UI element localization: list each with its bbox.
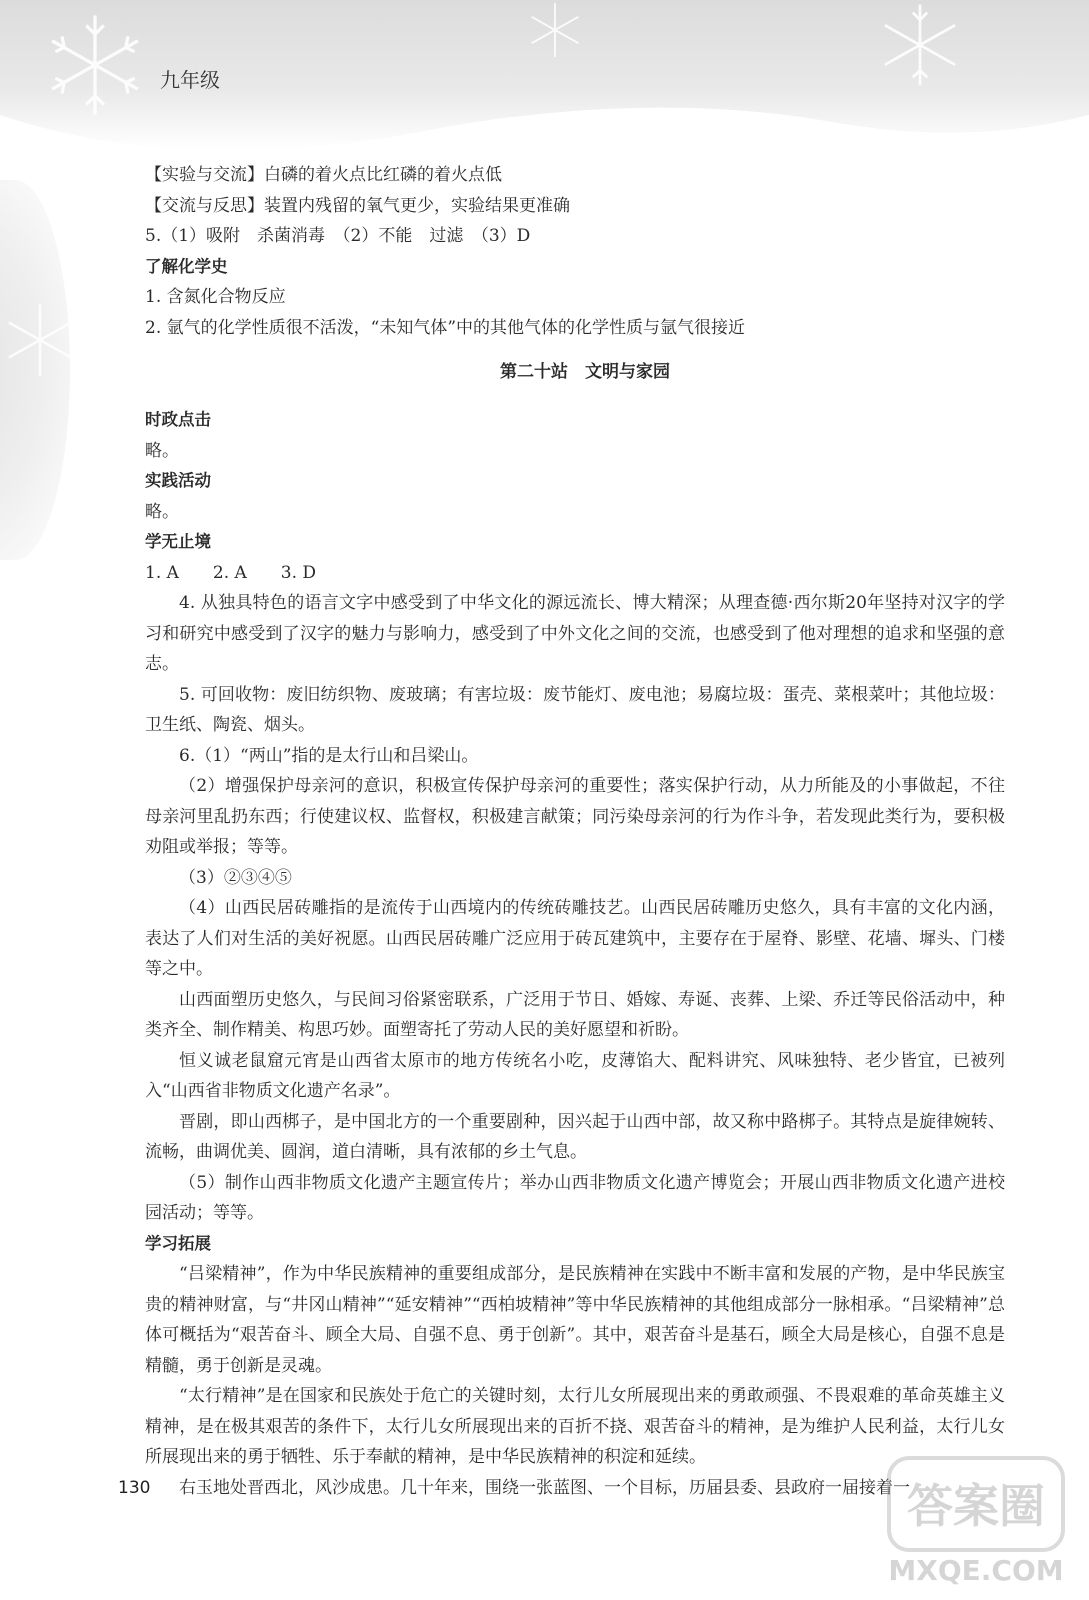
paragraph: （3）②③④⑤ <box>179 867 292 888</box>
answer-line: 1. A 2. A 3. D <box>145 562 317 583</box>
text-line: 5.（1）吸附 杀菌消毒 （2）不能 过滤 （3）D <box>145 226 531 246</box>
text-line: 【交流与反思】装置内残留的氧气更少，实验结果更准确 <box>145 195 570 216</box>
paragraph: 晋剧，即山西梆子，是中国北方的一个重要剧种，因兴起于山西中部，故又称中路梆子。其特点是旋律婉转、流畅，曲调优美、圆润，道白清晰，具有浓郁的乡土气息。 <box>145 1111 1005 1162</box>
page-content <box>145 160 1005 1503</box>
paragraph: 6.（1）“两山”指的是太行山和吕梁山。 <box>179 745 479 766</box>
section-heading: 时政点击 <box>145 410 211 429</box>
paragraph: （2）增强保护母亲河的意识，积极宣传保护母亲河的重要性；落实保护行动，从力所能及的小事做起，不往母亲河里乱扔东西；行使建议权、监督权，积极建言献策；同污染母亲河的行为作斗争，若发现此类行为，要积极劝阻或举报；等等。 <box>145 776 1005 857</box>
text-line: 2. 氩气的化学性质很不活泼，“未知气体”中的其他气体的化学性质与氩气很接近 <box>145 317 746 338</box>
text-line: 【实验与交流】白磷的着火点比红磷的着火点低 <box>145 165 502 185</box>
snowflake-icon <box>860 0 980 90</box>
paragraph: “太行精神”是在国家和民族处于危亡的关键时刻，太行儿女所展现出来的勇敢顽强、不畏艰难的革命英雄主义精神，是在极其艰苦的条件下，太行儿女所展现出来的百折不挠、艰苦奋斗的精神，是为维护人民利益，太行儿女所展现出来的勇于牺牲、乐于奉献的精神，是中华民族精神的积淀和延续。 <box>145 1386 1005 1467</box>
paragraph: （5）制作山西非物质文化遗产主题宣传片；举办山西非物质文化遗产博览会；开展山西非物质文化遗产进校园活动；等等。 <box>145 1172 1005 1223</box>
section-heading: 实践活动 <box>145 471 211 490</box>
section-heading: 学习拓展 <box>145 1233 211 1253</box>
paragraph: 恒义诚老鼠窟元宵是山西省太原市的地方传统名小吃，皮薄馅大、配料讲究、风味独特、老少皆宜，已被列入“山西省非物质文化遗产名录”。 <box>145 1050 1005 1101</box>
section-heading: 了解化学史 <box>145 256 228 276</box>
snowflake-icon <box>0 280 80 400</box>
paragraph: 山西面塑历史悠久，与民间习俗紧密联系，广泛用于节日、婚嫁、寿诞、丧葬、上梁、乔迁等民俗活动中，种类齐全、制作精美、构思巧妙。面塑寄托了劳动人民的美好愿望和祈盼。 <box>145 989 1005 1040</box>
chapter-title: 第二十站 文明与家园 <box>500 362 670 382</box>
paragraph: “吕梁精神”，作为中华民族精神的重要组成部分，是民族精神在实践中不断丰富和发展的产物，是中华民族宝贵的精神财富，与“井冈山精神”“延安精神”“西柏坡精神”等中华民族精神的其他组成部分一脉相承。“吕梁精神”总体可概括为“艰苦奋斗、顾全大局、自强不息、勇于创新”。其中，艰苦奋斗是基石，顾全大局是核心，自强不息是精髓，勇于创新是灵魂。 <box>145 1264 1005 1376</box>
paragraph: 5. 可回收物：废旧纺织物、废玻璃；有害垃圾：废节能灯、废电池；易腐垃圾：蛋壳、菜根菜叶；其他垃圾：卫生纸、陶瓷、烟头。 <box>145 684 1005 735</box>
text-line: 1. 含氮化合物反应 <box>145 287 286 307</box>
paragraph: 右玉地处晋西北，风沙成患。几十年来，围绕一张蓝图、一个目标，历届县委、县政府一届接着一 <box>179 1477 910 1498</box>
watermark-logo <box>881 1450 1071 1590</box>
paragraph: 4. 从独具特色的语言文字中感受到了中华文化的源远流长、博大精深；从理查德·西尔斯20年坚持对汉字的学习和研究中感受到了汉字的魅力与影响力，感受到了中外文化之间的交流，也感受到了他对理想的追求和坚强的意志。 <box>145 593 1005 674</box>
section-heading: 学无止境 <box>145 532 211 551</box>
page-number: 130 <box>118 1478 151 1498</box>
watermark-cn: 答案圈 <box>907 1479 1045 1533</box>
paragraph: （4）山西民居砖雕指的是流传于山西境内的传统砖雕技艺。山西民居砖雕历史悠久，具有丰富的文化内涵，表达了人们对生活的美好祝愿。山西民居砖雕广泛应用于砖瓦建筑中，主要存在于屋脊、影壁、花墙、墀头、门楼等之中。 <box>145 898 1005 979</box>
snowflake-icon <box>510 0 600 60</box>
snowflake-icon <box>40 10 150 120</box>
watermark-en: MXQE.COM <box>888 1554 1064 1587</box>
text-line: 略。 <box>145 501 179 522</box>
text-line: 略。 <box>145 440 179 461</box>
grade-label: 九年级 <box>160 68 220 92</box>
